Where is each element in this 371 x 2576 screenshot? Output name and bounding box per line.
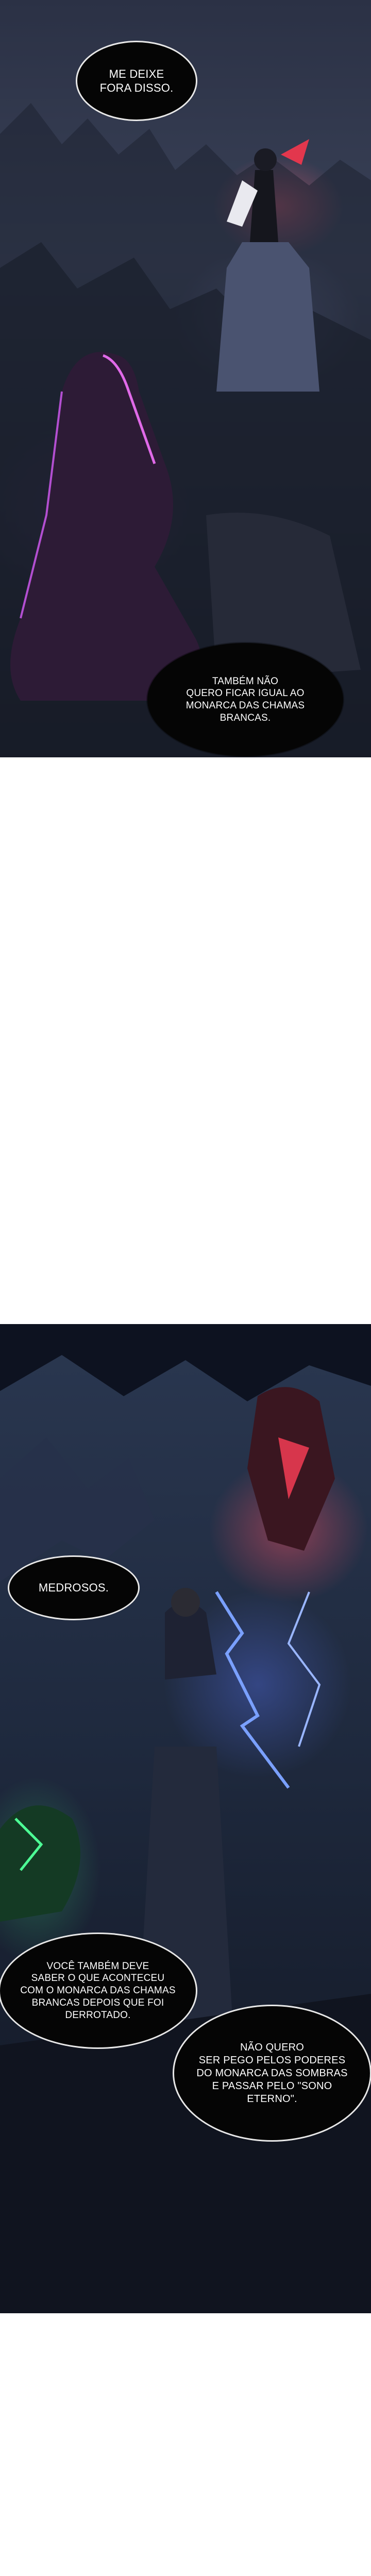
speech-bubble: MEDROSOS. bbox=[9, 1557, 138, 1619]
comic-panel-1 bbox=[0, 0, 371, 757]
speech-bubble: ME DEIXE FORA DISSO. bbox=[77, 42, 196, 120]
comic-panel-2 bbox=[0, 1324, 371, 2313]
speech-bubble: NÃO QUERO SER PEGO PELOS PODERES DO MONARCA DAS SOMBRAS E PASSAR PELO "SONO ETERNO". bbox=[174, 2006, 370, 2140]
speech-bubble: VOCÊ TAMBÉM DEVE SABER O QUE ACONTECEU COM O MONARCA DAS CHAMAS BRANCAS DEPOIS QUE FOI DERROTADO. bbox=[0, 1934, 196, 2047]
speech-bubble: TAMBÉM NÃO QUERO FICAR IGUAL AO MONARCA DAS CHAMAS BRANCAS. bbox=[147, 643, 343, 756]
panel-1-artwork bbox=[0, 0, 371, 757]
panel-2-artwork bbox=[0, 1324, 371, 2313]
